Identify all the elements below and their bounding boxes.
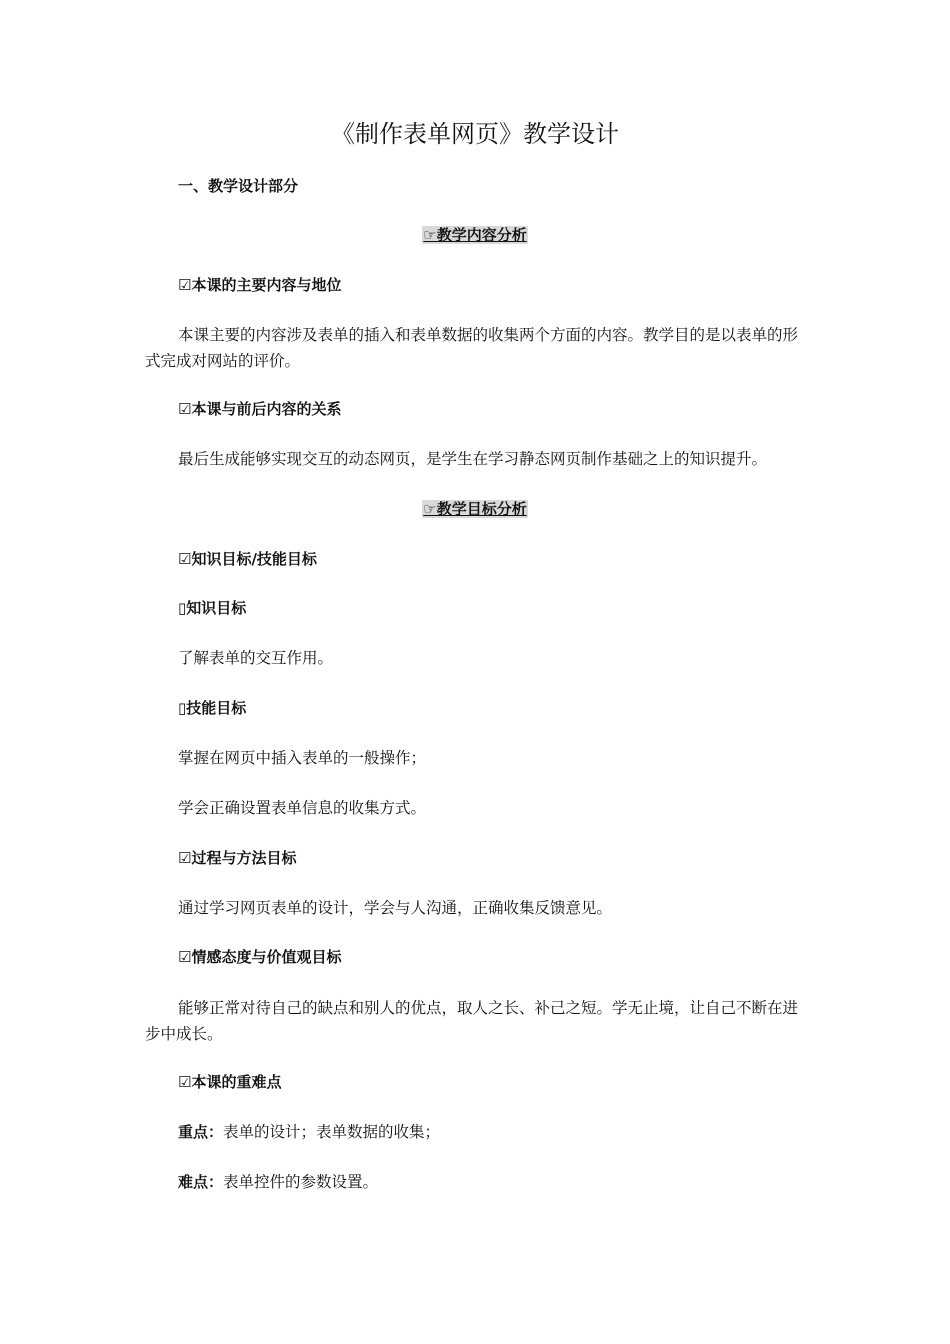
subheading-skill: ▯技能目标 bbox=[178, 699, 247, 717]
paragraph-emotion: 能够正常对待自己的缺点和别人的优点，取人之长、补己之短。学无止境，让自己不断在进步中成长。 bbox=[145, 999, 799, 1043]
paragraph-skill-2: 学会正确设置表单信息的收集方式。 bbox=[178, 799, 427, 817]
paragraph-main-content: 本课主要的内容涉及表单的插入和表单数据的收集两个方面的内容。教学目的是以表单的形式完成对网站的评价。 bbox=[145, 326, 799, 370]
part-heading: 一、教学设计部分 bbox=[178, 177, 299, 195]
paragraph-key-point bbox=[178, 1125, 440, 1141]
paragraph-knowledge: 了解表单的交互作用。 bbox=[178, 649, 334, 667]
key-point-text: 表单的设计；表单数据的收集； bbox=[223, 1123, 441, 1141]
subheading-relation: ☑本课与前后内容的关系 bbox=[178, 400, 342, 418]
subheading-emotion: ☑情感态度与价值观目标 bbox=[178, 948, 342, 966]
subheading-process: ☑过程与方法目标 bbox=[178, 849, 297, 867]
subheading-knowledge: ▯知识目标 bbox=[178, 599, 247, 617]
key-point-label: 重点： bbox=[178, 1123, 224, 1141]
difficult-point-label: 难点： bbox=[178, 1173, 224, 1191]
subheading-key-points: ☑本课的重难点 bbox=[178, 1073, 282, 1091]
subheading-knowledge-skill: ☑知识目标/技能目标 bbox=[178, 550, 317, 568]
document-title: 《制作表单网页》教学设计 bbox=[331, 120, 619, 148]
difficult-point-text: 表单控件的参数设置。 bbox=[223, 1173, 379, 1191]
paragraph-relation: 最后生成能够实现交互的动态网页，是学生在学习静态网页制作基础之上的知识提升。 bbox=[178, 450, 768, 468]
subheading-main-content: ☑本课的主要内容与地位 bbox=[178, 276, 342, 294]
paragraph-process: 通过学习网页表单的设计，学会与人沟通，正确收集反馈意见。 bbox=[178, 899, 613, 917]
section-heading-text: ☞教学目标分析 bbox=[423, 500, 527, 518]
paragraph-skill-1: 掌握在网页中插入表单的一般操作； bbox=[178, 749, 427, 767]
paragraph-difficult-point bbox=[178, 1175, 378, 1191]
section-heading-content-analysis bbox=[0, 228, 950, 243]
section-heading-goal-analysis bbox=[0, 502, 950, 517]
section-heading-text: ☞教学内容分析 bbox=[423, 226, 527, 244]
